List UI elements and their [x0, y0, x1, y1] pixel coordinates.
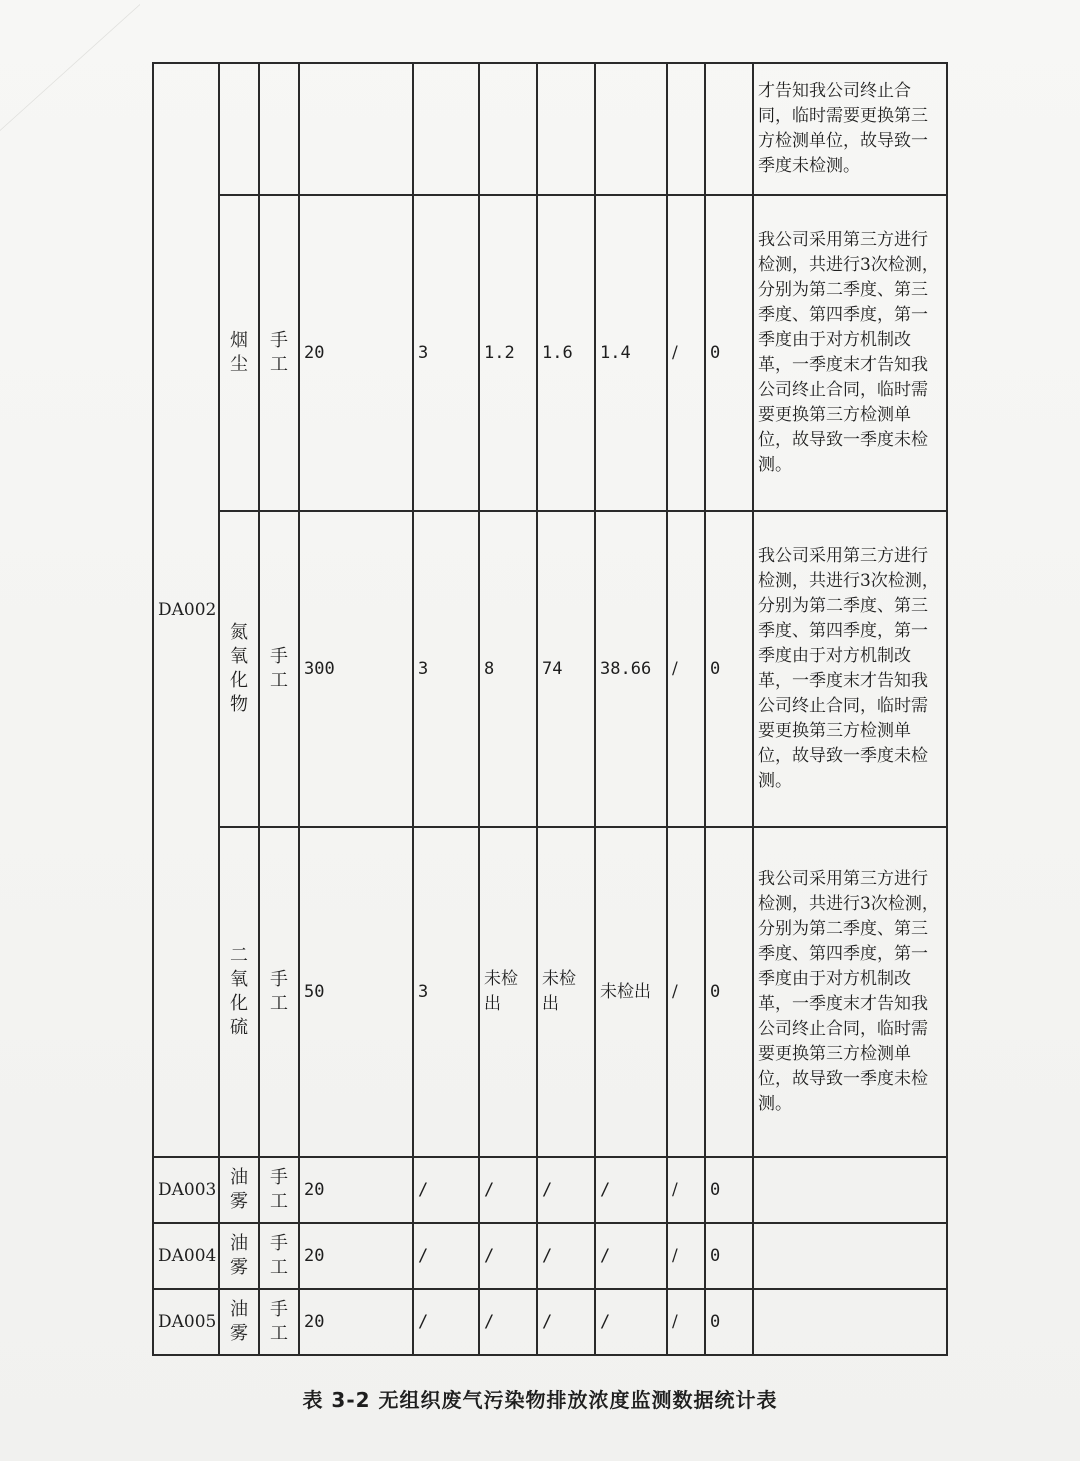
max-cell: / — [537, 1157, 595, 1223]
outlet-code-cell: DA003 — [153, 1157, 219, 1223]
table-caption: 表 3-2 无组织废气污染物排放浓度监测数据统计表 — [302, 1388, 778, 1412]
outlet-code-cell: DA002 — [153, 63, 219, 1157]
max-cell: 74 — [537, 511, 595, 827]
note-cell: 我公司采用第三方进行检测，共进行3次检测，分别为第二季度、第三季度、第四季度，第一季度由于对方机制改革，一季度末才告知我公司终止合同，临时需要更换第三方检测单位，故导致一季度未检测。 — [753, 827, 947, 1157]
table-row — [153, 827, 947, 1157]
method-cell: 手工 — [259, 1223, 299, 1289]
limit-cell: 50 — [299, 827, 413, 1157]
table-row — [153, 511, 947, 827]
exceed-cell — [667, 63, 705, 195]
table-row — [153, 1289, 947, 1355]
exceed-cell: / — [667, 1223, 705, 1289]
pollutant-cell: 油雾 — [219, 1223, 259, 1289]
avg-cell: 38.66 — [595, 511, 667, 827]
count-cell: / — [413, 1289, 479, 1355]
pollutant-cell: 烟尘 — [219, 195, 259, 511]
note-cell — [753, 1289, 947, 1355]
exceed-cell: / — [667, 827, 705, 1157]
avg-cell: 1.4 — [595, 195, 667, 511]
method-cell — [259, 63, 299, 195]
count-cell: 3 — [413, 827, 479, 1157]
count-cell: / — [413, 1157, 479, 1223]
method-cell: 手工 — [259, 1157, 299, 1223]
method-cell: 手工 — [259, 827, 299, 1157]
count-cell: / — [413, 1223, 479, 1289]
exceed-count-cell: 0 — [705, 827, 753, 1157]
limit-cell: 20 — [299, 1157, 413, 1223]
min-cell: 未检出 — [479, 827, 537, 1157]
exceed-count-cell — [705, 63, 753, 195]
min-cell: 1.2 — [479, 195, 537, 511]
pollutant-cell: 油雾 — [219, 1157, 259, 1223]
pollutant-cell — [219, 63, 259, 195]
exceed-cell: / — [667, 1289, 705, 1355]
avg-cell: / — [595, 1157, 667, 1223]
max-cell — [537, 63, 595, 195]
count-cell — [413, 63, 479, 195]
limit-cell — [299, 63, 413, 195]
avg-cell: / — [595, 1289, 667, 1355]
note-cell: 我公司采用第三方进行检测，共进行3次检测，分别为第二季度、第三季度、第四季度，第一季度由于对方机制改革，一季度末才告知我公司终止合同，临时需要更换第三方检测单位，故导致一季度未检测。 — [753, 195, 947, 511]
note-cell — [753, 1223, 947, 1289]
exceed-count-cell: 0 — [705, 511, 753, 827]
table-row — [153, 1157, 947, 1223]
max-cell: 未检出 — [537, 827, 595, 1157]
exceed-count-cell: 0 — [705, 195, 753, 511]
exceed-count-cell: 0 — [705, 1157, 753, 1223]
method-cell: 手工 — [259, 511, 299, 827]
exceed-cell: / — [667, 511, 705, 827]
note-cell: 才告知我公司终止合同，临时需要更换第三方检测单位，故导致一季度未检测。 — [753, 63, 947, 195]
table-row — [153, 195, 947, 511]
page-fold-shadow — [0, 0, 140, 131]
limit-cell: 20 — [299, 195, 413, 511]
avg-cell: / — [595, 1223, 667, 1289]
note-cell — [753, 1157, 947, 1223]
min-cell: / — [479, 1289, 537, 1355]
min-cell: 8 — [479, 511, 537, 827]
exceed-count-cell: 0 — [705, 1223, 753, 1289]
method-cell: 手工 — [259, 195, 299, 511]
exceed-cell: / — [667, 1157, 705, 1223]
limit-cell: 300 — [299, 511, 413, 827]
count-cell: 3 — [413, 195, 479, 511]
table-row — [153, 63, 947, 195]
max-cell: / — [537, 1289, 595, 1355]
exceed-count-cell: 0 — [705, 1289, 753, 1355]
min-cell — [479, 63, 537, 195]
avg-cell — [595, 63, 667, 195]
monitoring-table — [152, 62, 948, 1356]
limit-cell: 20 — [299, 1223, 413, 1289]
count-cell: 3 — [413, 511, 479, 827]
method-cell: 手工 — [259, 1289, 299, 1355]
min-cell: / — [479, 1223, 537, 1289]
pollutant-cell: 二氧化硫 — [219, 827, 259, 1157]
table-row — [153, 1223, 947, 1289]
min-cell: / — [479, 1157, 537, 1223]
pollutant-cell: 氮氧化物 — [219, 511, 259, 827]
max-cell: 1.6 — [537, 195, 595, 511]
avg-cell: 未检出 — [595, 827, 667, 1157]
outlet-code-cell: DA004 — [153, 1223, 219, 1289]
limit-cell: 20 — [299, 1289, 413, 1355]
note-cell: 我公司采用第三方进行检测，共进行3次检测，分别为第二季度、第三季度、第四季度，第一季度由于对方机制改革，一季度末才告知我公司终止合同，临时需要更换第三方检测单位，故导致一季度未检测。 — [753, 511, 947, 827]
exceed-cell: / — [667, 195, 705, 511]
max-cell: / — [537, 1223, 595, 1289]
outlet-code-cell: DA005 — [153, 1289, 219, 1355]
pollutant-cell: 油雾 — [219, 1289, 259, 1355]
